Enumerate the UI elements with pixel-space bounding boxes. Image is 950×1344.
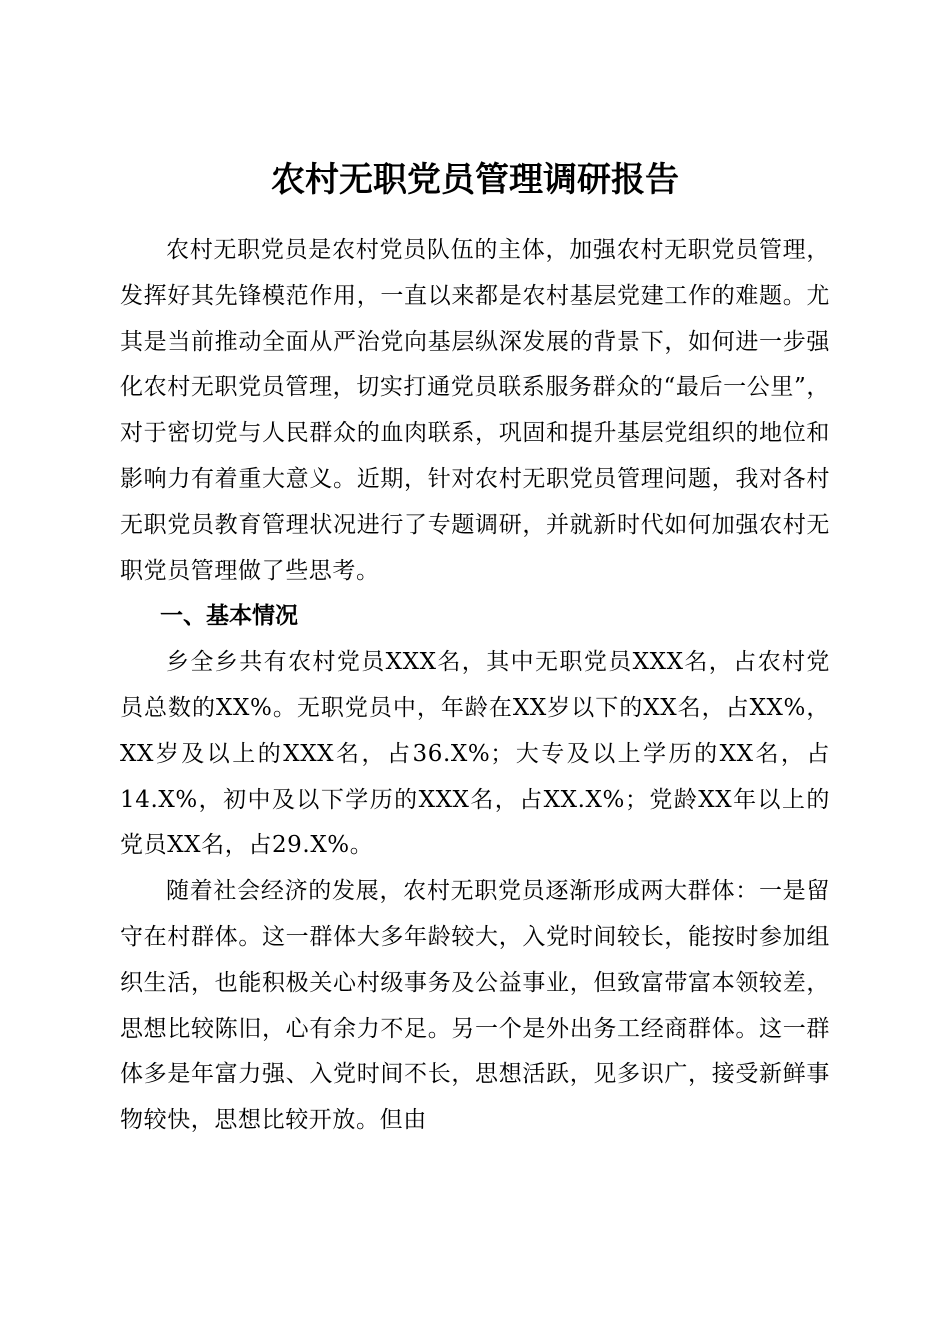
statistics-paragraph: 乡全乡共有农村党员XXX名，其中无职党员XXX名，占农村党员总数的XX%。无职党员中，年龄在XX岁以下的XX名，占XX%，XX岁及以上的XXX名，占36.X%；大专及以上学历的XX名，占14.X%，初中及以下学历的XXX名，占XX.X%；党龄XX年以上的党员XX名，占29.X%。 [120,649,830,859]
document-title: 农村无职党员管理调研报告 [271,159,679,200]
document-body [120,228,830,1144]
section-heading-basic-situation: 一、基本情况 [160,603,298,630]
groups-paragraph: 随着社会经济的发展，农村无职党员逐渐形成两大群体：一是留守在村群体。这一群体大多年龄较大，入党时间较长，能按时参加组织生活，也能积极关心村级事务及公益事业，但致富带富本领较差，思想比较陈旧，心有余力不足。另一个是外出务工经商群体。这一群体多是年富力强、入党时间不长，思想活跃，见多识广，接受新鲜事物较快，思想比较开放。但由 [120,878,830,1134]
intro-paragraph: 农村无职党员是农村党员队伍的主体，加强农村无职党员管理，发挥好其先锋模范作用，一直以来都是农村基层党建工作的难题。尤其是当前推动全面从严治党向基层纵深发展的背景下，如何进一步强化农村无职党员管理，切实打通党员联系服务群众的“最后一公里”，对于密切党与人民群众的血肉联系，巩固和提升基层党组织的地位和影响力有着重大意义。近期，针对农村无职党员管理问题，我对各村无职党员教育管理状况进行了专题调研，并就新时代如何加强农村无职党员管理做了些思考。 [120,237,830,584]
